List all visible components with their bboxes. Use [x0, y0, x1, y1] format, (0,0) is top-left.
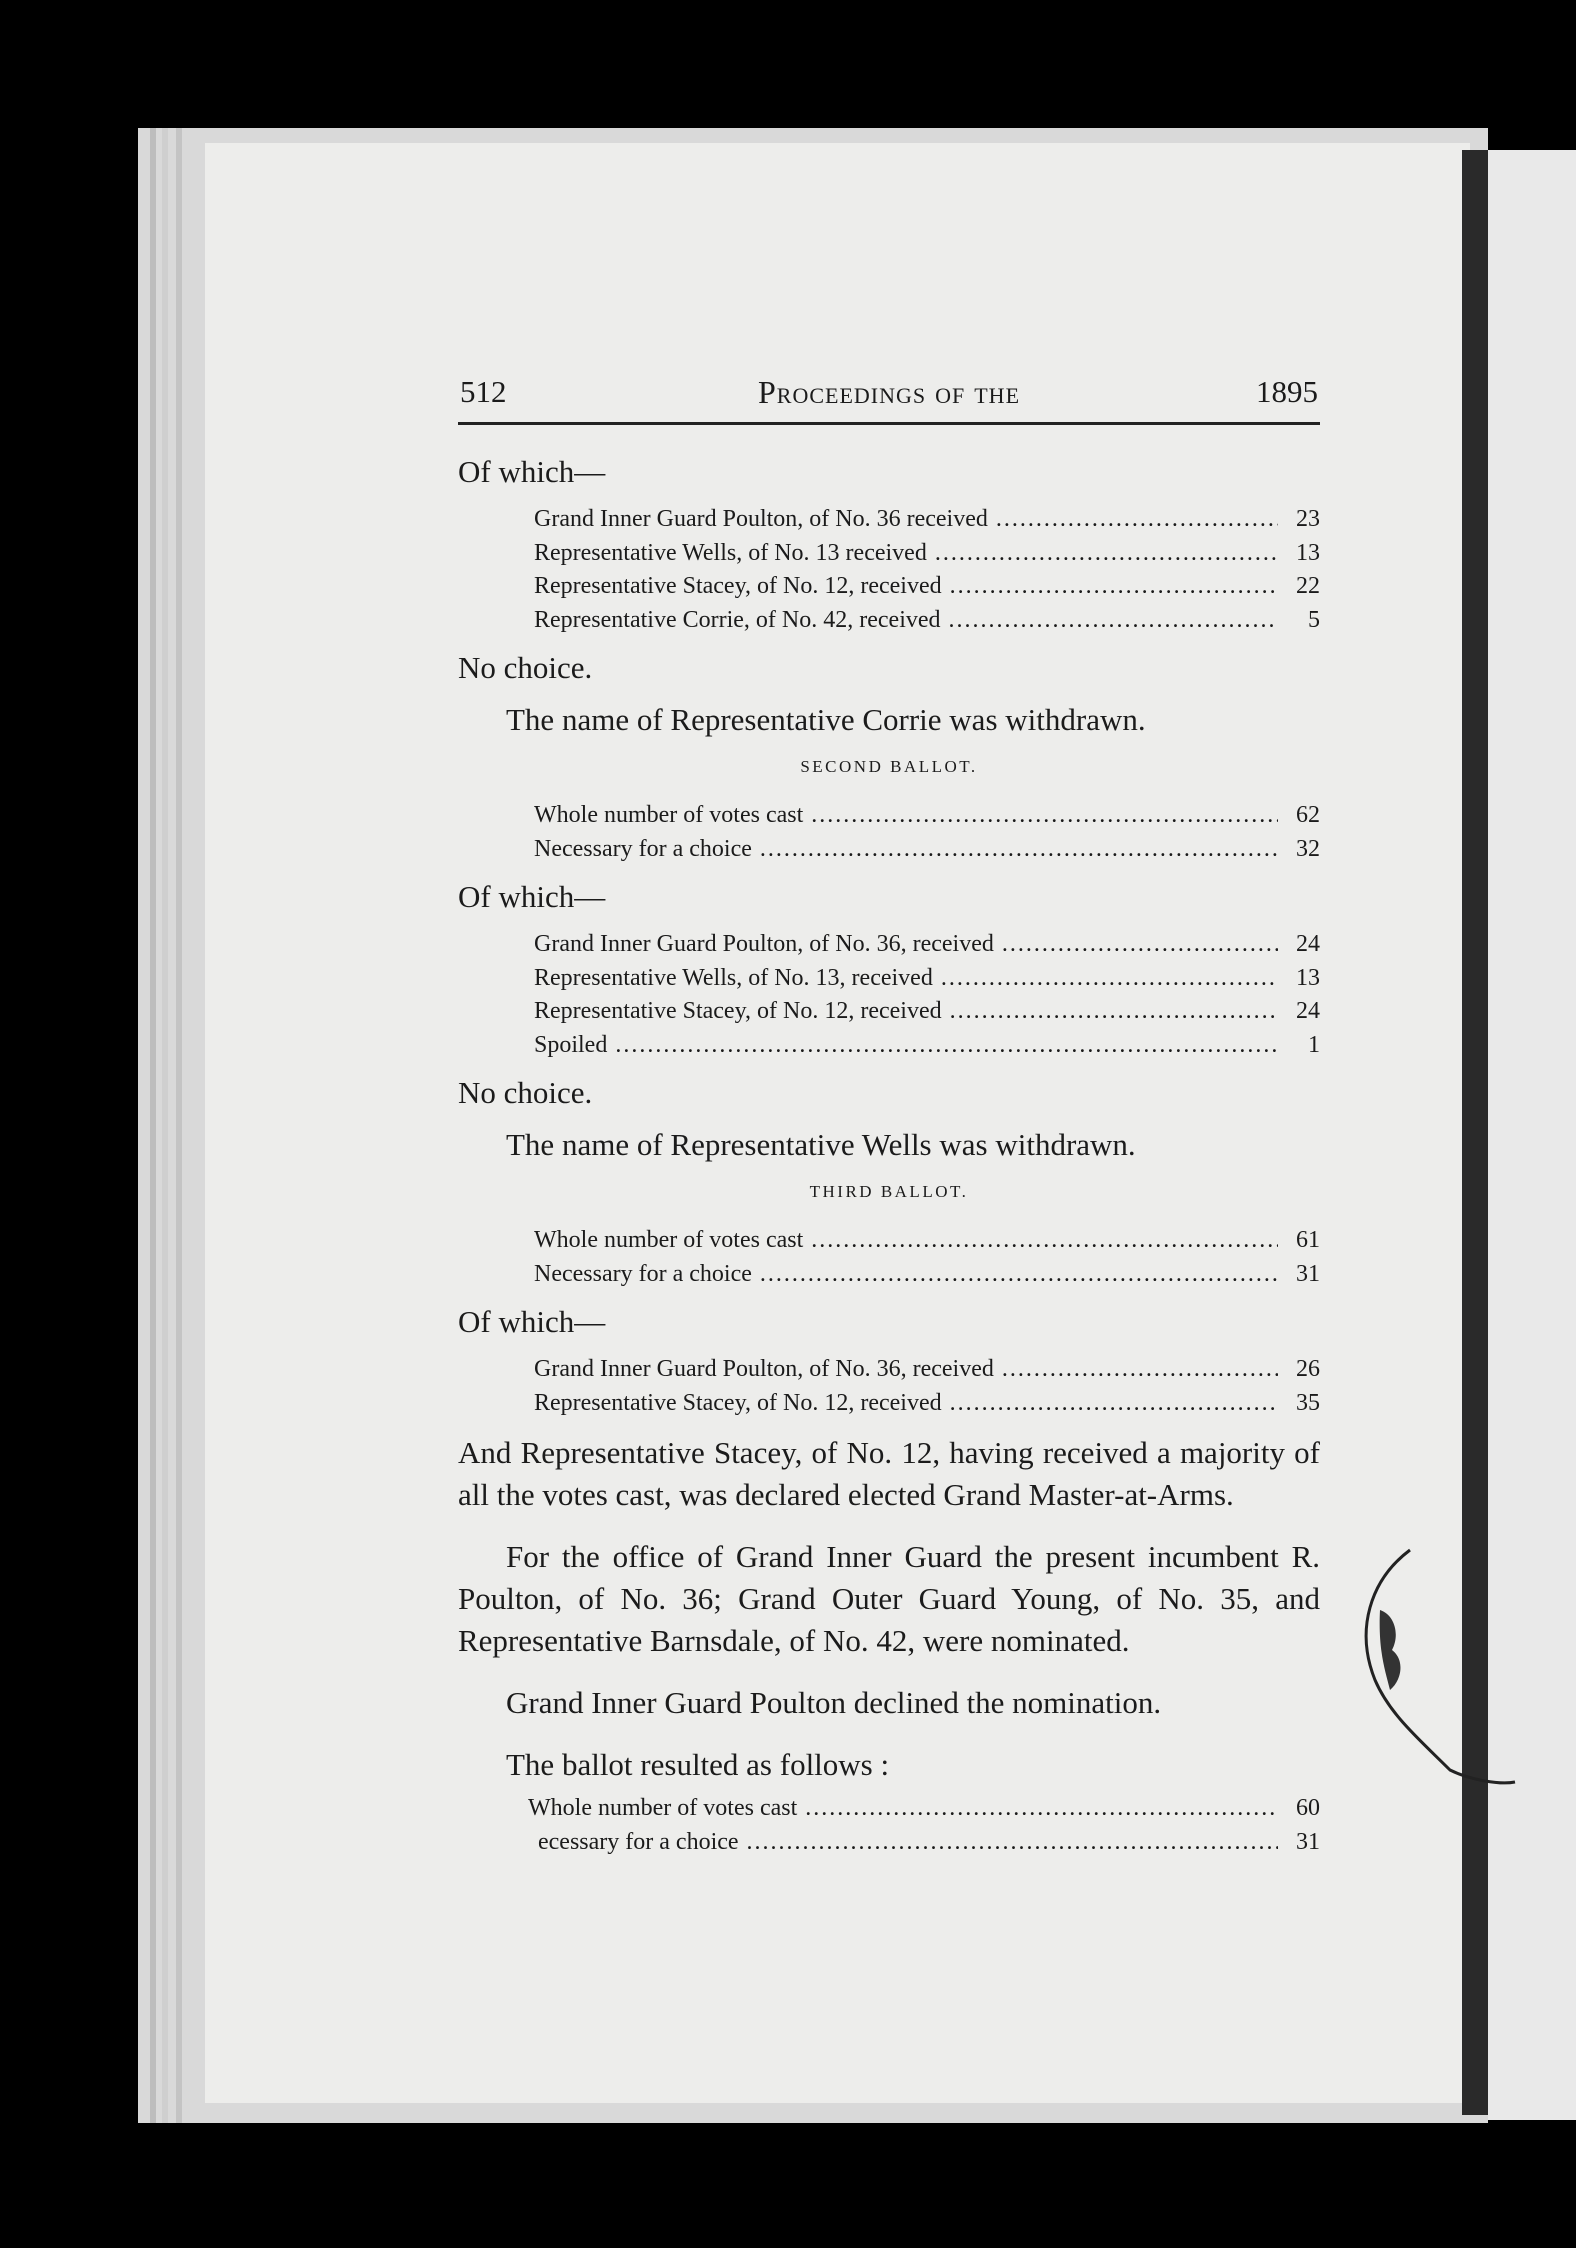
- of-which-label: Of which—: [458, 1304, 606, 1339]
- total-value: 61: [1296, 1227, 1320, 1253]
- second-ballot-totals: [534, 799, 1320, 866]
- running-header: [458, 370, 1320, 418]
- result-label: Grand Inner Guard Poulton, of No. 36, received: [534, 931, 994, 957]
- total-label: Whole number of votes cast: [534, 1227, 804, 1253]
- total-row: [528, 1792, 1320, 1826]
- result-label: Representative Stacey, of No. 12, received: [534, 1389, 942, 1416]
- of-which-label: Of which—: [458, 454, 606, 489]
- result-row: [534, 928, 1320, 962]
- total-row: [534, 1258, 1320, 1292]
- third-ballot-results: [534, 1353, 1320, 1420]
- running-title: Proceedings of the: [757, 374, 1021, 410]
- result-row: [534, 1353, 1320, 1387]
- header-year: 1895: [1256, 374, 1318, 409]
- total-value: 32: [1296, 835, 1320, 862]
- ballot-caption: SECOND BALLOT.: [800, 757, 978, 776]
- ballot-caption: THIRD BALLOT.: [809, 1182, 969, 1201]
- result-value: 22: [1296, 573, 1320, 599]
- nominations-paragraph: For the office of Grand Inner Guard the present incumbent R. Poulton, of No. 36; Grand Outer Guard Young, of No. 35, and Representative Barnsdale, of No. 42, were nominated.: [458, 1539, 1320, 1658]
- page-edge: [150, 128, 156, 2123]
- no-choice-text: No choice.: [458, 1075, 593, 1110]
- result-label: Representative Stacey, of No. 12, received: [534, 998, 942, 1024]
- second-ballot-results: [534, 928, 1320, 1062]
- header-rule: [458, 422, 1320, 425]
- facing-page-edge: [1488, 150, 1576, 2120]
- result-row: [534, 537, 1320, 571]
- total-row: [534, 799, 1320, 833]
- result-label: Representative Stacey, of No. 12, received: [534, 573, 942, 599]
- result-label: Representative Wells, of No. 13 received: [534, 539, 927, 566]
- first-ballot-results: [534, 503, 1320, 637]
- result-value: 23: [1296, 506, 1320, 532]
- result-value: 5: [1308, 606, 1320, 633]
- result-label: Representative Corrie, of No. 42, received: [534, 606, 941, 633]
- result-value: 1: [1308, 1031, 1320, 1058]
- total-value: 31: [1296, 1828, 1320, 1855]
- page-number: 512: [460, 374, 507, 409]
- total-label: Necessary for a choice: [534, 835, 752, 862]
- ink-bracket-mark: [1350, 1540, 1520, 1790]
- result-label: Grand Inner Guard Poulton, of No. 36, received: [534, 1356, 994, 1382]
- result-row: [534, 570, 1320, 604]
- book-spine: [1462, 150, 1488, 2115]
- result-row: [534, 1387, 1320, 1421]
- elected-paragraph: And Representative Stacey, of No. 12, having received a majority of all the votes cast, was declared elected Grand Master-at-Arms.: [458, 1435, 1320, 1512]
- total-value: 31: [1296, 1260, 1320, 1287]
- no-choice-text: No choice.: [458, 650, 593, 685]
- page-edge: [162, 128, 168, 2123]
- result-value: 35: [1296, 1389, 1320, 1416]
- result-label: Grand Inner Guard Poulton, of No. 36 received: [534, 506, 988, 532]
- result-value: 24: [1296, 931, 1320, 957]
- third-ballot-totals: [534, 1224, 1320, 1291]
- total-label: ecessary for a choice: [538, 1828, 739, 1855]
- total-label: Whole number of votes cast: [528, 1795, 798, 1821]
- declined-paragraph: Grand Inner Guard Poulton declined the nomination.: [506, 1685, 1162, 1720]
- total-row: [534, 833, 1320, 867]
- withdrawn-text: The name of Representative Wells was withdrawn.: [506, 1127, 1136, 1162]
- result-value: 24: [1296, 998, 1320, 1024]
- result-value: 13: [1296, 964, 1320, 991]
- total-row: [528, 1826, 1320, 1860]
- withdrawn-text: The name of Representative Corrie was withdrawn.: [506, 702, 1146, 737]
- result-row: [534, 503, 1320, 537]
- total-value: 60: [1296, 1795, 1320, 1821]
- ballot-intro-paragraph: The ballot resulted as follows :: [506, 1747, 890, 1782]
- page-edge: [176, 128, 182, 2123]
- result-value: 26: [1296, 1356, 1320, 1382]
- result-label: Representative Wells, of No. 13, received: [534, 964, 933, 991]
- of-which-label: Of which—: [458, 879, 606, 914]
- result-row: [534, 962, 1320, 996]
- result-value: 13: [1296, 539, 1320, 566]
- result-row: [534, 1029, 1320, 1063]
- result-label: Spoiled: [534, 1031, 608, 1058]
- total-label: Necessary for a choice: [534, 1260, 752, 1287]
- total-value: 62: [1296, 802, 1320, 828]
- result-row: [534, 995, 1320, 1029]
- page-text: [458, 370, 1320, 1871]
- total-label: Whole number of votes cast: [534, 802, 804, 828]
- result-row: [534, 604, 1320, 638]
- total-row: [534, 1224, 1320, 1258]
- final-ballot-totals: [528, 1792, 1320, 1859]
